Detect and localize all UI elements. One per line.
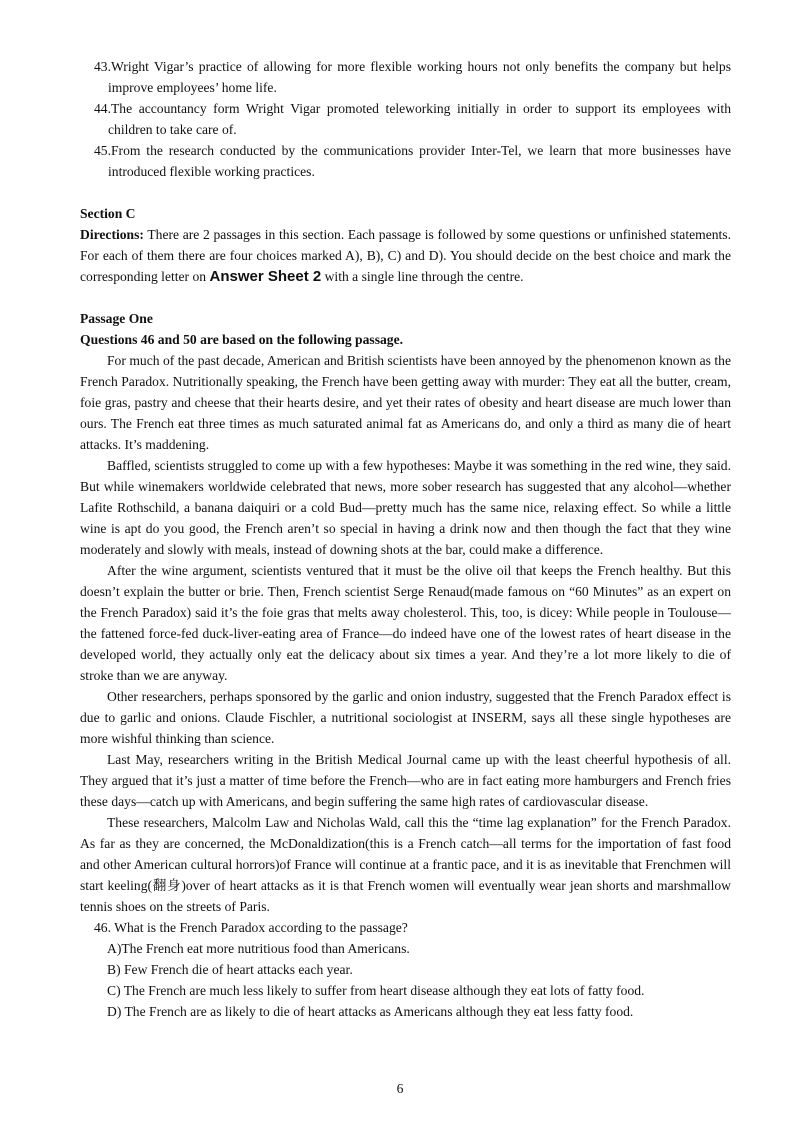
passage-paragraph: Other researchers, perhaps sponsored by the garlic and onion industry, suggested that the French Paradox effect is due to garlic and onions. Claude Fischler, a nutritional sociologist at INSERM, says all these single hypotheses are more wishful thinking than science. — [80, 689, 731, 746]
statement-43: 43.Wright Vigar’s practice of allowing for more flexible working hours not only benefits the company but helps improve employees’ home life. — [94, 59, 731, 95]
option-b: B) Few French die of heart attacks each year. — [107, 962, 353, 977]
section-c-directions: Directions: There are 2 passages in this section. Each passage is followed by some questions or unfinished statements. For each of them there are four choices marked A), B), C) and D). You should decide on the best choice and mark the corresponding letter on Answer Sheet 2 with a single line through the centre. — [80, 227, 731, 285]
option-d: D) The French are as likely to die of heart attacks as Americans although they eat less fatty food. — [107, 1004, 634, 1019]
option-c: C) The French are much less likely to suffer from heart disease although they eat lots of fatty food. — [107, 983, 645, 998]
answer-sheet-label: Answer Sheet 2 — [209, 268, 322, 285]
passage-paragraph: Last May, researchers writing in the British Medical Journal came up with the least cheerful hypothesis of all. They argued that it’s just a matter of time before the French—who are in fact eating more hamburgers and French fries these days—catch up with Americans, and begin suffering the same high rates of cardiovascular disease. — [80, 752, 731, 809]
question-46-stem: 46. What is the French Paradox according to the passage? — [94, 920, 408, 935]
passage-paragraph: For much of the past decade, American and British scientists have been annoyed by the phenomenon known as the French Paradox. Nutritionally speaking, the French have been getting away with murder: They eat all the butter, cream, foie gras, pastry and cheese that their hearts desire, and yet their rates of obesity and heart disease are much lower than ours. The French eat three times as much saturated animal fat as Americans do, and only a third as many die of heart attacks. It’s maddening. — [80, 353, 731, 452]
passage-paragraph: Baffled, scientists struggled to come up with a few hypotheses: Maybe it was something in the red wine, they said. But while winemakers worldwide celebrated that news, more sober research has suggested that any alcohol—whether Lafite Rothschild, a banana daiquiri or a cold Bud—pretty much has the same nice, relaxing effect. So while a little wine is apt do you good, the French aren’t so special in having a drink now and then though the fact that they wine moderately and slowly with meals, instead of downing shots at the bar, could make a difference. — [80, 458, 731, 557]
page-content — [80, 56, 731, 1022]
directions-label: Directions: — [80, 227, 144, 242]
page-number: 6 — [396, 1081, 404, 1096]
section-b-items — [80, 56, 731, 182]
option-a: A)The French eat more nutritious food than Americans. — [107, 941, 410, 956]
passage-paragraph: After the wine argument, scientists ventured that it must be the olive oil that keeps the French healthy. But this doesn’t explain the butter or brie. Then, French scientist Serge Renaud(made famous on “60 Minutes” as an expert on the French Paradox) said it’s the foie gras that melts away cholesterol. This, too, is dicey: While people in Toulouse—the fattened force-fed duck-liver-eating area of France—do indeed have one of the lowest rates of heart disease in the developed world, they actually only eat the delicacy about six times a year. And they’re a lot more likely to die of stroke than we are anyway. — [80, 563, 731, 683]
statement-44: 44.The accountancy form Wright Vigar promoted teleworking initially in order to support its employees with children to take care of. — [94, 101, 731, 137]
passage-title: Passage One — [80, 311, 153, 326]
section-c-heading: Section C — [80, 206, 136, 221]
passage-paragraph: These researchers, Malcolm Law and Nicholas Wald, call this the “time lag explanation” for the French Paradox. As far as they are concerned, the McDonaldization(this is a French catch—all terms for the importation of fast food and other American cultural horrors)of France will continue at a frantic pace, and it is as inevitable that Frenchmen will start keeling(翻身)over of heart attacks as it is that French women will eventually wear jean shorts and marshmallow tennis shoes on the streets of Paris. — [80, 815, 731, 914]
passage-subtitle: Questions 46 and 50 are based on the following passage. — [80, 332, 404, 347]
statement-45: 45.From the research conducted by the communications provider Inter-Tel, we learn that more businesses have introduced flexible working practices. — [94, 143, 731, 179]
